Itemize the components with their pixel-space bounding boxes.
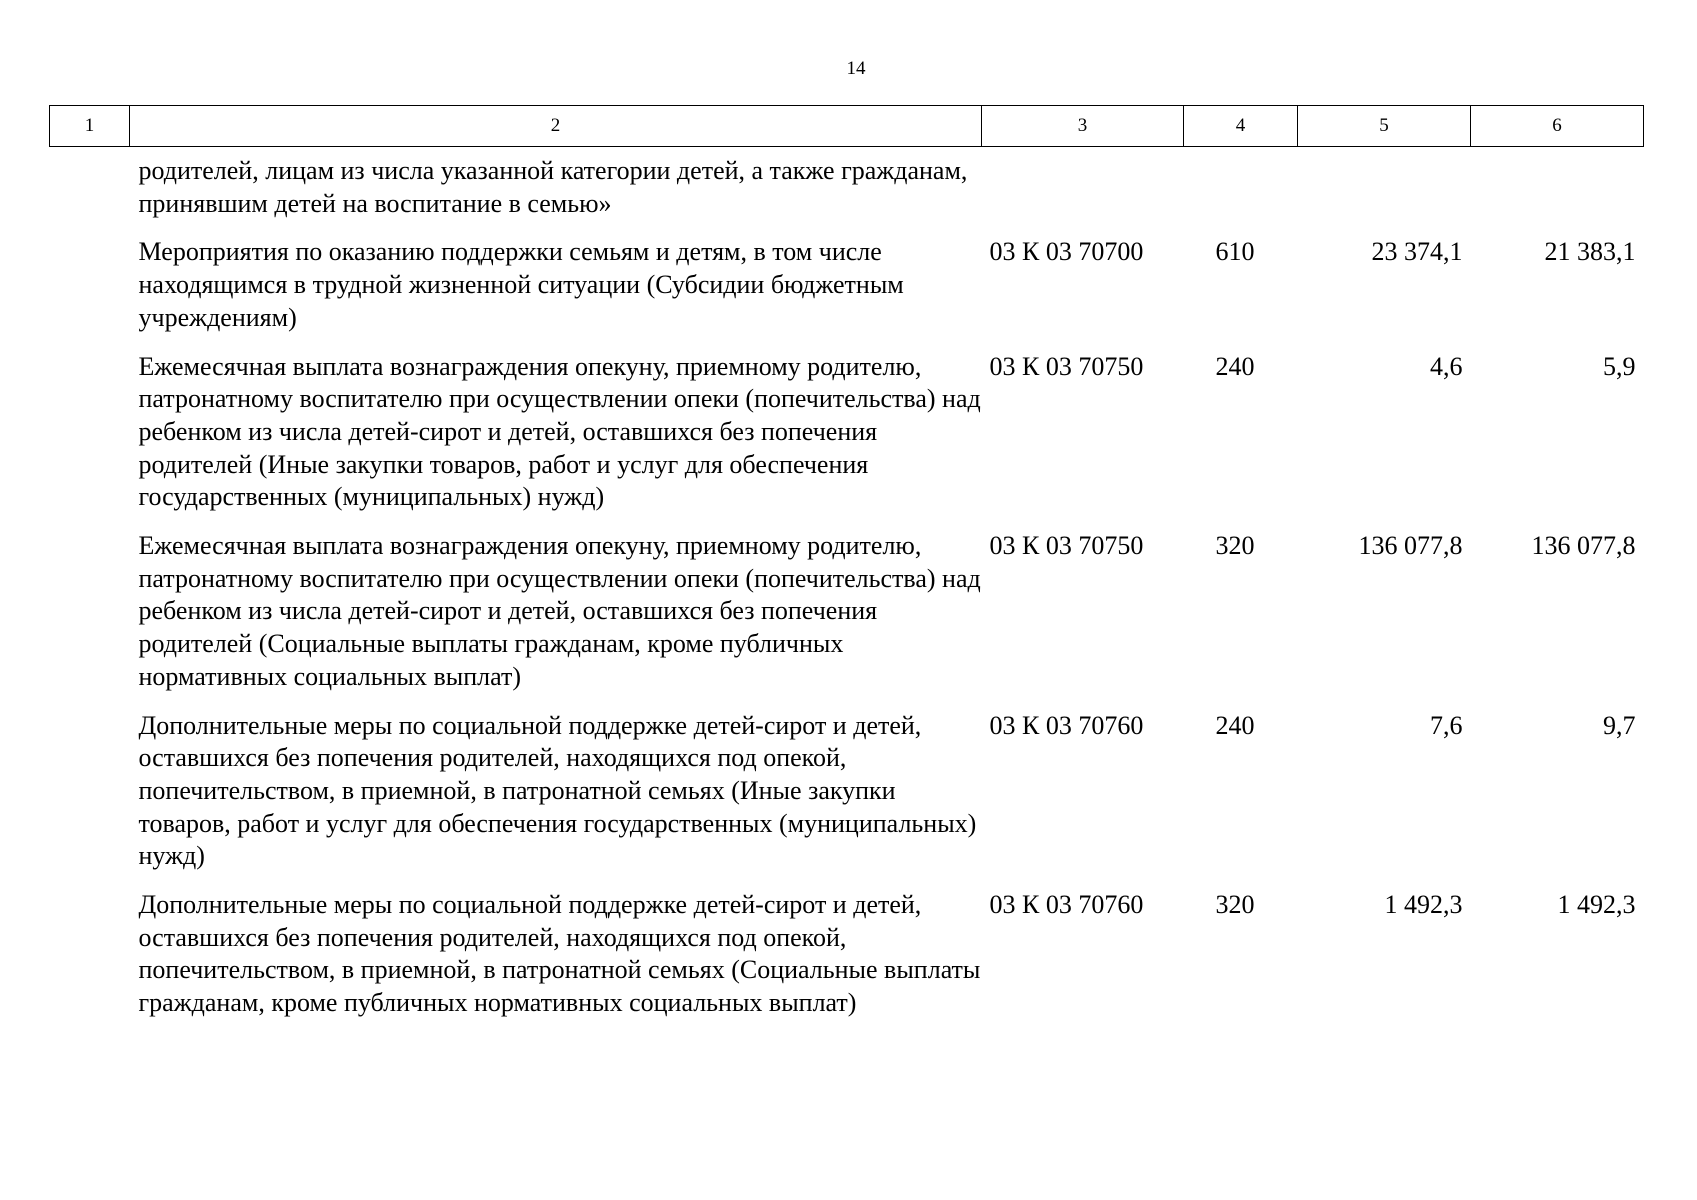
row-type: 320: [1215, 890, 1255, 920]
row-code: 03 К 03 70760: [989, 890, 1144, 920]
column-header-4: 4: [1184, 106, 1298, 147]
row-index-cell: [50, 514, 130, 694]
column-header-6: 6: [1471, 106, 1644, 147]
row-value-6: 5,9: [1603, 351, 1636, 381]
table-row: [50, 335, 1644, 515]
table-row: [50, 220, 1644, 334]
row-index-cell: [50, 873, 130, 1020]
row-value-6: 136 077,8: [1531, 531, 1636, 561]
table-row: [50, 694, 1644, 874]
row-name: Мероприятия по оказанию поддержки семьям и детям, в том числе находящимся в трудной жизненной ситуации (Субсидии бюджетным учреждениям): [138, 237, 904, 332]
row-name: Ежемесячная выплата вознаграждения опекуну, приемному родителю, патронатному воспитателю при осуществлении опеки (попечительства) над ребенком из числа детей-сирот и детей, оставшихся без попечения родителей (Социальные выплаты гражданам, кроме публичных нормативных социальных выплат): [138, 531, 981, 691]
row-value-6: 1 492,3: [1557, 890, 1636, 920]
row-index-cell: [50, 694, 130, 874]
table-row: [50, 514, 1644, 694]
page-number: 14: [846, 58, 866, 79]
value-6-cell: [1471, 147, 1644, 221]
row-value-5: 136 077,8: [1358, 531, 1463, 561]
continuation-text: родителей, лицам из числа указанной категории детей, а также гражданам, принявшим детей на воспитание в семью»: [138, 156, 968, 218]
table-row: [50, 873, 1644, 1020]
budget-table: [49, 105, 1644, 1020]
column-header-1: 1: [50, 106, 130, 147]
row-name: Дополнительные меры по социальной поддержке детей-сирот и детей, оставшихся без попечения родителей, находящихся под опекой, попечительством, в приемной, в патронатной семьях (Иные закупки товаров, работ и услуг для обеспечения государственных (муниципальных) нужд): [138, 710, 977, 871]
table-row-continuation: [50, 147, 1644, 221]
row-type: 240: [1215, 351, 1255, 381]
row-code: 03 К 03 70750: [989, 351, 1144, 381]
row-index-cell: [50, 220, 130, 334]
row-value-5: 23 374,1: [1371, 237, 1463, 267]
row-value-5: 4,6: [1430, 351, 1463, 381]
row-name: Ежемесячная выплата вознаграждения опекуну, приемному родителю, патронатному воспитателю при осуществлении опеки (попечительства) над ребенком из числа детей-сирот и детей, оставшихся без попечения родителей (Иные закупки товаров, работ и услуг для обеспечения государственных (муниципальных) нужд): [138, 351, 981, 512]
row-value-5: 7,6: [1430, 710, 1463, 740]
row-type: 240: [1215, 710, 1255, 740]
column-header-5: 5: [1298, 106, 1471, 147]
row-value-5: 1 492,3: [1384, 890, 1463, 920]
column-header-2: 2: [130, 106, 982, 147]
row-type: 320: [1215, 531, 1255, 561]
column-header-3: 3: [982, 106, 1184, 147]
row-value-6: 9,7: [1603, 710, 1636, 740]
type-cell: [1184, 147, 1298, 221]
row-type: 610: [1215, 237, 1255, 267]
row-code: 03 К 03 70760: [989, 710, 1144, 740]
row-index-cell: [50, 147, 130, 221]
table-header-row: [50, 106, 1644, 147]
code-cell: [982, 147, 1184, 221]
row-code: 03 К 03 70750: [989, 531, 1144, 561]
value-5-cell: [1298, 147, 1471, 221]
row-value-6: 21 383,1: [1544, 237, 1636, 267]
row-index-cell: [50, 335, 130, 515]
row-code: 03 К 03 70700: [989, 237, 1144, 267]
row-name: Дополнительные меры по социальной поддержке детей-сирот и детей, оставшихся без попечения родителей, находящихся под опекой, попечительством, в приемной, в патронатной семьях (Социальные выплаты гражданам, кроме публичных нормативных социальных выплат): [138, 890, 981, 1018]
